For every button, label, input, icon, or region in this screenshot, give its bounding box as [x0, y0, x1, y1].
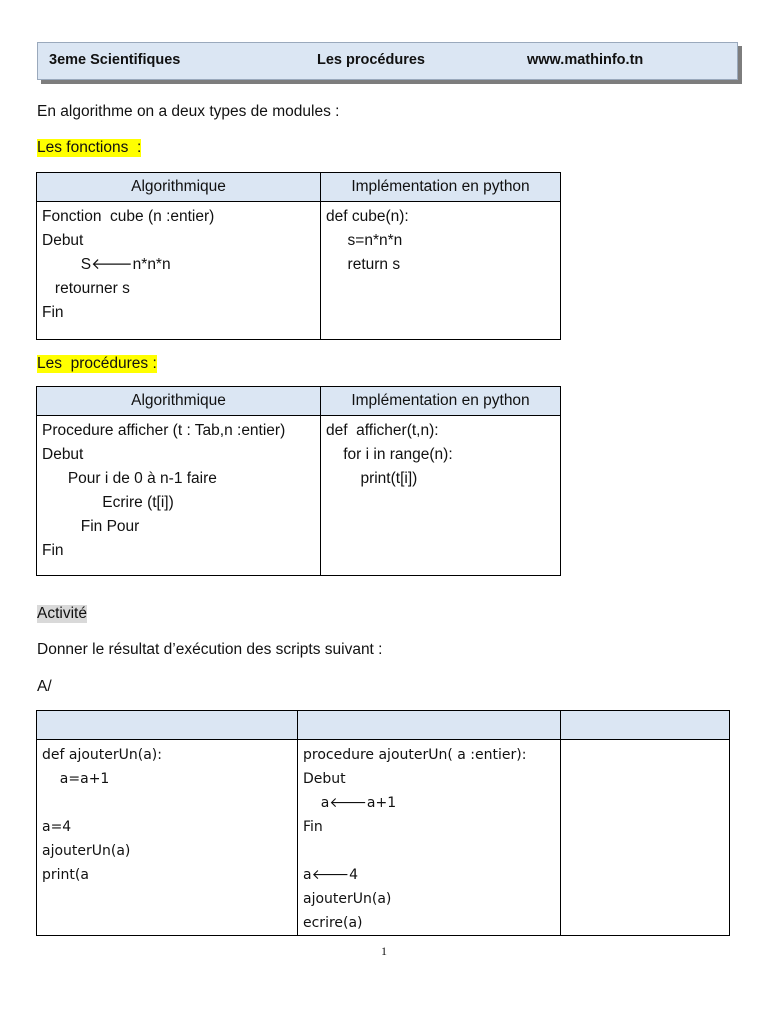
activity-table — [36, 710, 730, 936]
procedures-header-python: Implémentation en python — [321, 387, 561, 416]
procedures-algo-code: Procedure afficher (t : Tab,n :entier) Debut Pour i de 0 à n-1 faire Ecrire (t[i]) Fin Pour Fin — [42, 422, 286, 559]
intro-text: En algorithme on a deux types de modules : — [37, 103, 340, 120]
instruction-text: Donner le résultat d’exécution des scripts suivant : — [37, 641, 383, 658]
section-procedures-title: Les procédures : — [37, 355, 157, 372]
header-class: 3eme Scientifiques — [49, 52, 181, 68]
section-functions-title: Les fonctions : — [37, 139, 142, 156]
header-website: www.mathinfo.tn — [527, 52, 644, 68]
activity-algo-code: procedure ajouterUn( a :entier): Debut a🡐a+1 Fin a🡐4 ajouterUn(a) ecrire(a) — [303, 747, 527, 931]
page-header — [37, 42, 738, 80]
part-a-label: A/ — [37, 678, 52, 695]
header-title: Les procédures — [317, 52, 425, 68]
page-number: 1 — [381, 944, 387, 958]
functions-table — [36, 172, 561, 340]
activity-result-cell — [561, 740, 729, 743]
functions-header-algo: Algorithmique — [37, 173, 321, 202]
procedures-table — [36, 386, 561, 576]
functions-header-python: Implémentation en python — [321, 173, 561, 202]
procedures-python-code: def afficher(t,n): for i in range(n): print(t[i]) — [326, 422, 453, 487]
activity-title: Activité — [37, 605, 87, 622]
activity-python-code: def ajouterUn(a): a=a+1 a=4 ajouterUn(a) print(a — [42, 747, 162, 883]
procedures-header-algo: Algorithmique — [37, 387, 321, 416]
functions-python-code: def cube(n): s=n*n*n return s — [326, 208, 409, 273]
functions-algo-code: Fonction cube (n :entier) Debut S🡐n*n*n retourner s Fin — [42, 208, 215, 321]
activity-header-2 — [298, 711, 561, 740]
activity-header-1 — [37, 711, 298, 740]
activity-header-3 — [561, 711, 730, 740]
